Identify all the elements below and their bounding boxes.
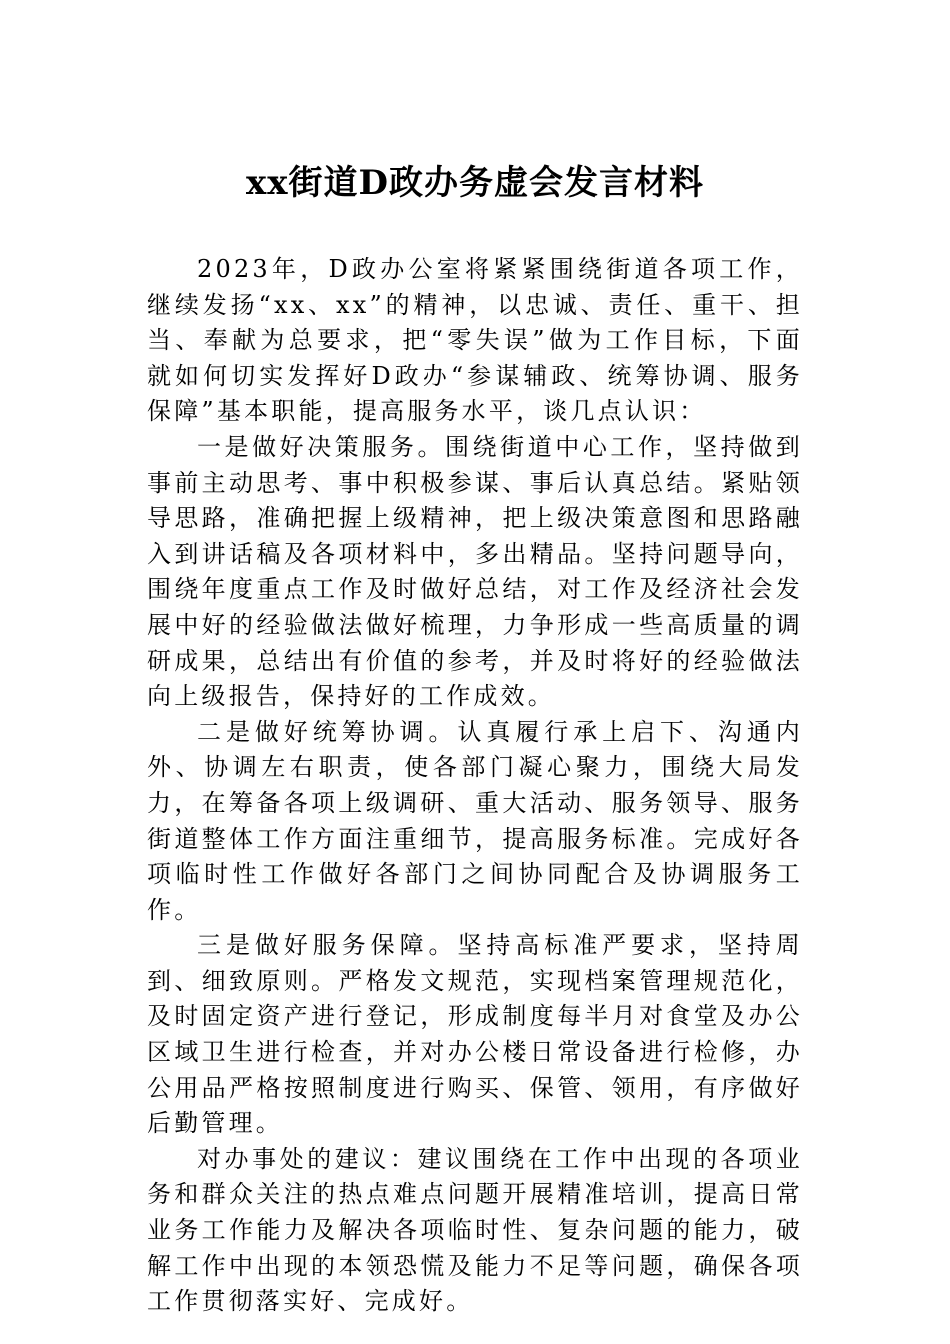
paragraph-intro: 2023年，D政办公室将紧紧围绕街道各项工作，继续发扬“xx、xx”的精神，以忠诚、责任、重干、担当、奉献为总要求，把“零失误”做为工作目标，下面就如何切实发挥好D政办“参谋辅政、统筹协调、服务保障”基本职能，提高服务水平，谈几点认识：	[147, 255, 803, 426]
paragraph-suggestion: 对办事处的建议：建议围绕在工作中出现的各项业务和群众关注的热点难点问题开展精准培训，提高日常业务工作能力及解决各项临时性、复杂问题的能力，破解工作中出现的本领恐慌及能力不足等问题，确保各项工作贯彻落实好、完成好。	[147, 1144, 803, 1316]
paragraph-service-support: 三是做好服务保障。坚持高标准严要求，坚持周到、细致原则。严格发文规范，实现档案管理规范化，及时固定资产进行登记，形成制度每半月对食堂及办公区域卫生进行检查，并对办公楼日常设备进行检修，办公用品严格按照制度进行购买、保管、领用，有序做好后勤管理。	[147, 931, 803, 1138]
paragraph-coordination: 二是做好统筹协调。认真履行承上启下、沟通内外、协调左右职责，使各部门凝心聚力，围绕大局发力，在筹备各项上级调研、重大活动、服务领导、服务街道整体工作方面注重细节，提高服务标准。完成好各项临时性工作做好各部门之间协同配合及协调服务工作。	[147, 717, 803, 924]
document-title: xx街道D政办务虚会发言材料	[245, 163, 705, 203]
paragraph-decision-service: 一是做好决策服务。围绕街道中心工作，坚持做到事前主动思考、事中积极参谋、事后认真总结。紧贴领导思路，准确把握上级精神，把上级决策意图和思路融入到讲话稿及各项材料中，多出精品。坚持问题导向，围绕年度重点工作及时做好总结，对工作及经济社会发展中好的经验做法做好梳理，力争形成一些高质量的调研成果，总结出有价值的参考，并及时将好的经验做法向上级报告，保持好的工作成效。	[147, 432, 803, 711]
document-body	[147, 252, 803, 1320]
